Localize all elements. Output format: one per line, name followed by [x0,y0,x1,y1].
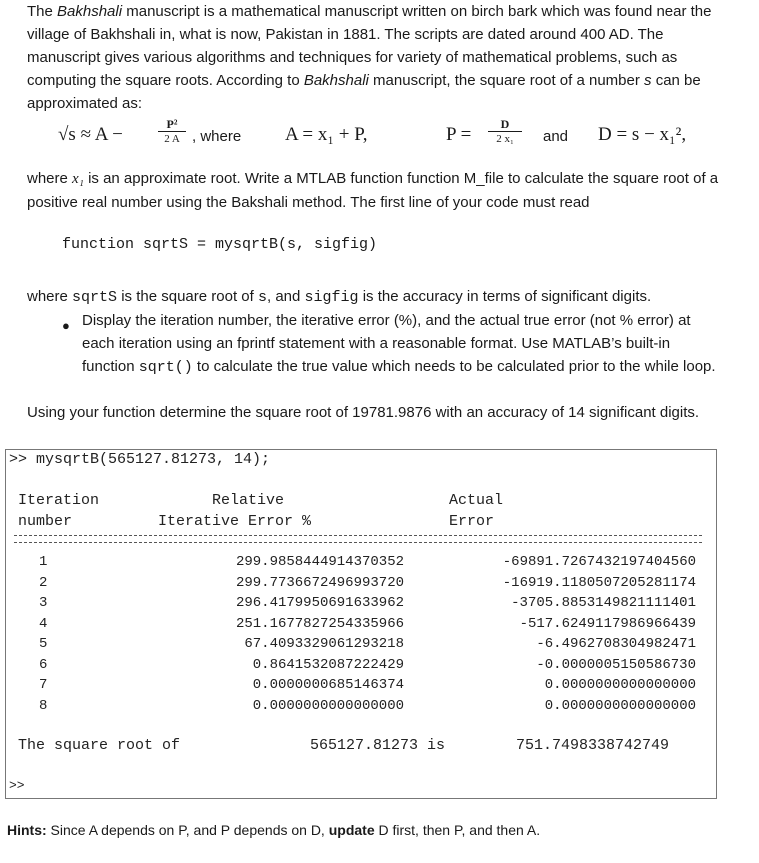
variable-s: s [644,72,652,89]
bakhshali-formula [0,114,759,160]
p-equation: P = [446,124,472,145]
table-row [6,554,716,574]
para-text: is an approximate root. Write a MTLAB function function M_file to calculate the square root of a positive real number using the Bakshali method. The first line of your code must read [27,170,719,211]
relative-error: 251.1677827254335966 [235,615,404,632]
result-label: The square root of [18,737,181,754]
table-row [6,698,716,718]
fraction-d-over-2x1 [488,117,522,146]
actual-error: -6.4962708304982471 [536,636,696,652]
header-iteration: Iteration [18,492,100,509]
para-text: is the square root of [117,288,258,305]
intro-paragraph [27,0,727,115]
a-equation: A = x₁ + P, [285,124,368,145]
iteration-number: 3 [39,595,48,611]
code-sqrt: sqrt() [138,359,193,376]
intro-text: manuscript, the square root of a number [368,72,645,89]
d-equation: D = s − x₁², [598,124,687,145]
where-label: , where [192,128,242,145]
actual-error: -0.0000005150586730 [536,656,696,673]
bakhshali-term: Bakhshali [57,3,123,20]
intro-text: can be approximated as: [27,72,701,112]
relative-error: 0.0000000000000000 [252,697,404,714]
where-sqrts-paragraph [27,285,727,309]
iteration-number: 6 [39,656,48,673]
relative-error: 0.0000000685146374 [252,677,404,693]
actual-error: -16919.1180507205281174 [502,574,696,591]
bakhshali-term: Bakhshali [303,72,369,89]
fraction-denominator: 2 x₁ [488,131,522,146]
relative-error: 296.4179950691633962 [235,595,404,611]
header-relative: Relative [212,492,285,509]
fraction-denominator: 2 A [158,131,186,146]
function-signature-code: function sqrtS = mysqrtB(s, sigfig) [62,236,378,253]
variable-x1: x₁ [72,171,84,187]
console-prompt[interactable]: >> [9,778,25,793]
iteration-number: 4 [39,615,48,632]
iteration-number: 1 [39,554,48,570]
table-row [6,636,716,656]
header-separator [14,535,702,543]
bullet-text: to calculate the true value which needs to be calculated prior to the while loop. [192,358,716,375]
actual-error: 0.0000000000000000 [544,697,696,714]
header-actual: Actual [449,492,504,509]
relative-error: 67.4093329061293218 [244,636,404,652]
result-input-value: 565127.81273 is [310,737,446,754]
matlab-console [5,449,717,799]
console-command: >> mysqrtB(565127.81273, 14); [9,451,271,468]
bullet-text: Display the iteration number, the iterative error (%), and the actual true error (not % error) at each iteration using an fprintf statement with a reasonable format. Use MATLAB’s built-in function [82,312,691,375]
para-text: , and [266,288,305,305]
actual-error: 0.0000000000000000 [544,677,696,693]
iteration-number: 8 [39,697,48,714]
bullet-paragraph [82,309,722,379]
code-sigfig: sigfig [304,289,359,306]
actual-error: -69891.7267432197404560 [502,554,696,570]
actual-error: -517.6249117986966439 [519,615,696,632]
para-text: where [27,288,73,305]
hints-text: Since A depends on P, and P depends on D, [46,822,329,838]
table-row [6,595,716,615]
result-square-root: 751.7498338742749 [516,737,670,754]
actual-error: -3705.8853149821111401 [511,595,696,611]
table-row [6,657,716,677]
intro-text: manuscript is a mathematical manuscript written on birch bark which was found near the village of Bakhshali in, what is now, Pakistan in 1881. The scripts are dated around 400 AD. The manuscript gives various algorithms and techniques for variety of mathematical problems, such as computing the square roots. According to [27,3,712,89]
hints-emphasis: update [328,822,375,838]
fraction-p2-over-2a [158,117,186,146]
table-row [6,677,716,697]
intro-text: The [27,3,58,20]
iteration-number: 2 [39,574,48,591]
bullet-marker: ● [62,318,70,333]
fraction-numerator: P² [166,117,178,131]
code-sqrts: sqrtS [72,289,118,306]
fraction-numerator: D [500,117,510,131]
table-row [6,616,716,636]
para-text: is the accuracy in terms of significant digits. [358,288,652,305]
relative-error: 299.7736672496993720 [235,574,404,591]
para-text: where [27,170,73,187]
code-s: s [257,289,267,306]
header-iterative-error: Iterative Error % [158,513,312,530]
header-number: number [18,513,73,530]
relative-error: 299.9858444914370352 [235,554,404,570]
iteration-number: 7 [39,677,48,693]
hints-text: D first, then P, and then A. [374,822,541,838]
sqrt-approx: √s ≈ A − [58,124,123,145]
and-label: and [543,128,569,145]
hints-label: Hints: [7,822,47,838]
table-row [6,575,716,595]
relative-error: 0.8641532087222429 [252,656,404,673]
approx-root-paragraph [27,167,727,214]
hints-line [7,822,540,838]
task-paragraph: Using your function determine the square root of 19781.9876 with an accuracy of 14 significant digits. [27,404,700,421]
iteration-number: 5 [39,636,48,652]
header-error: Error [449,513,495,530]
